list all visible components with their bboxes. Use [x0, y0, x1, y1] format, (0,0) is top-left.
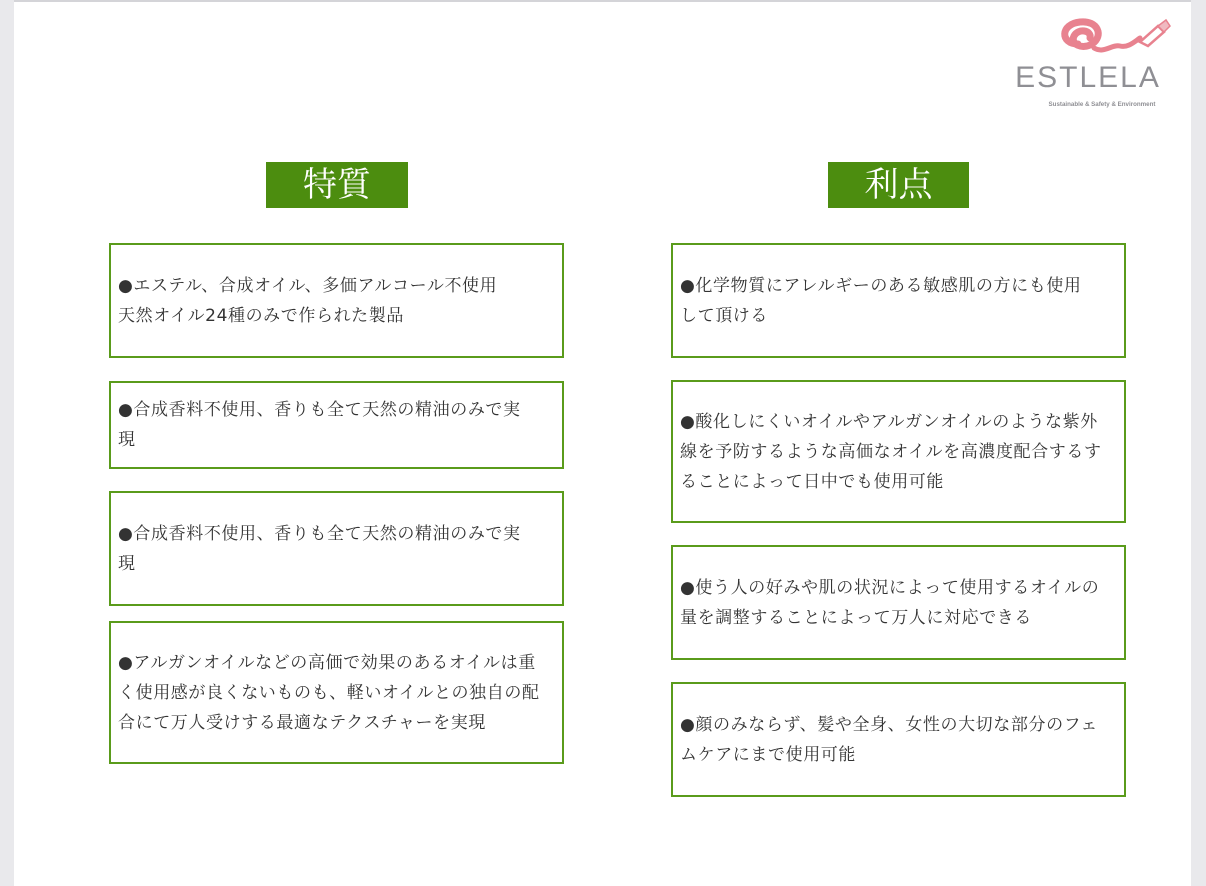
features-heading: 特質	[266, 162, 408, 208]
benefit-text: ●使う人の好みや肌の状況によって使用するオイルの 量を調整することによって万人に対応できる	[680, 577, 1100, 628]
feature-text: ●合成香料不使用、香りも全て天然の精油のみで実 現	[118, 523, 521, 574]
benefit-box	[671, 545, 1126, 660]
benefit-text: ●化学物質にアレルギーのある敏感肌の方にも使用 して頂ける	[680, 275, 1082, 326]
benefit-box	[671, 682, 1126, 797]
benefit-box	[671, 243, 1126, 358]
benefit-text: ●顔のみならず、髪や全身、女性の大切な部分のフェ ムケアにまで使用可能	[680, 714, 1099, 765]
benefits-heading: 利点	[828, 162, 969, 208]
benefit-text: ●酸化しにくいオイルやアルガンオイルのような紫外 線を予防するような高価なオイルを高濃度配合するす ることによって日中でも使用可能	[680, 411, 1102, 492]
feature-box	[109, 243, 564, 358]
logo-tagline-text: Sustainable & Safety & Environment	[1048, 101, 1156, 108]
feature-text: ●合成香料不使用、香りも全て天然の精油のみで実 現	[118, 400, 521, 450]
benefit-box	[671, 380, 1126, 523]
swirl-brush-logo-icon	[1000, 14, 1176, 112]
feature-box	[109, 381, 564, 469]
feature-text: ●エステル、合成オイル、多価アルコール不使用 天然オイル24種のみで作られた製品	[118, 275, 498, 326]
feature-text: ●アルガンオイルなどの高価で効果のあるオイルは重 く使用感が良くないものも、軽いオイルとの独自の配 合にて万人受けする最適なテクスチャーを実現	[118, 652, 540, 733]
feature-box	[109, 621, 564, 764]
logo-brand-text: ESTLELA	[1015, 61, 1161, 94]
feature-box	[109, 491, 564, 606]
brand-logo	[1000, 14, 1176, 112]
document-page	[14, 0, 1191, 886]
